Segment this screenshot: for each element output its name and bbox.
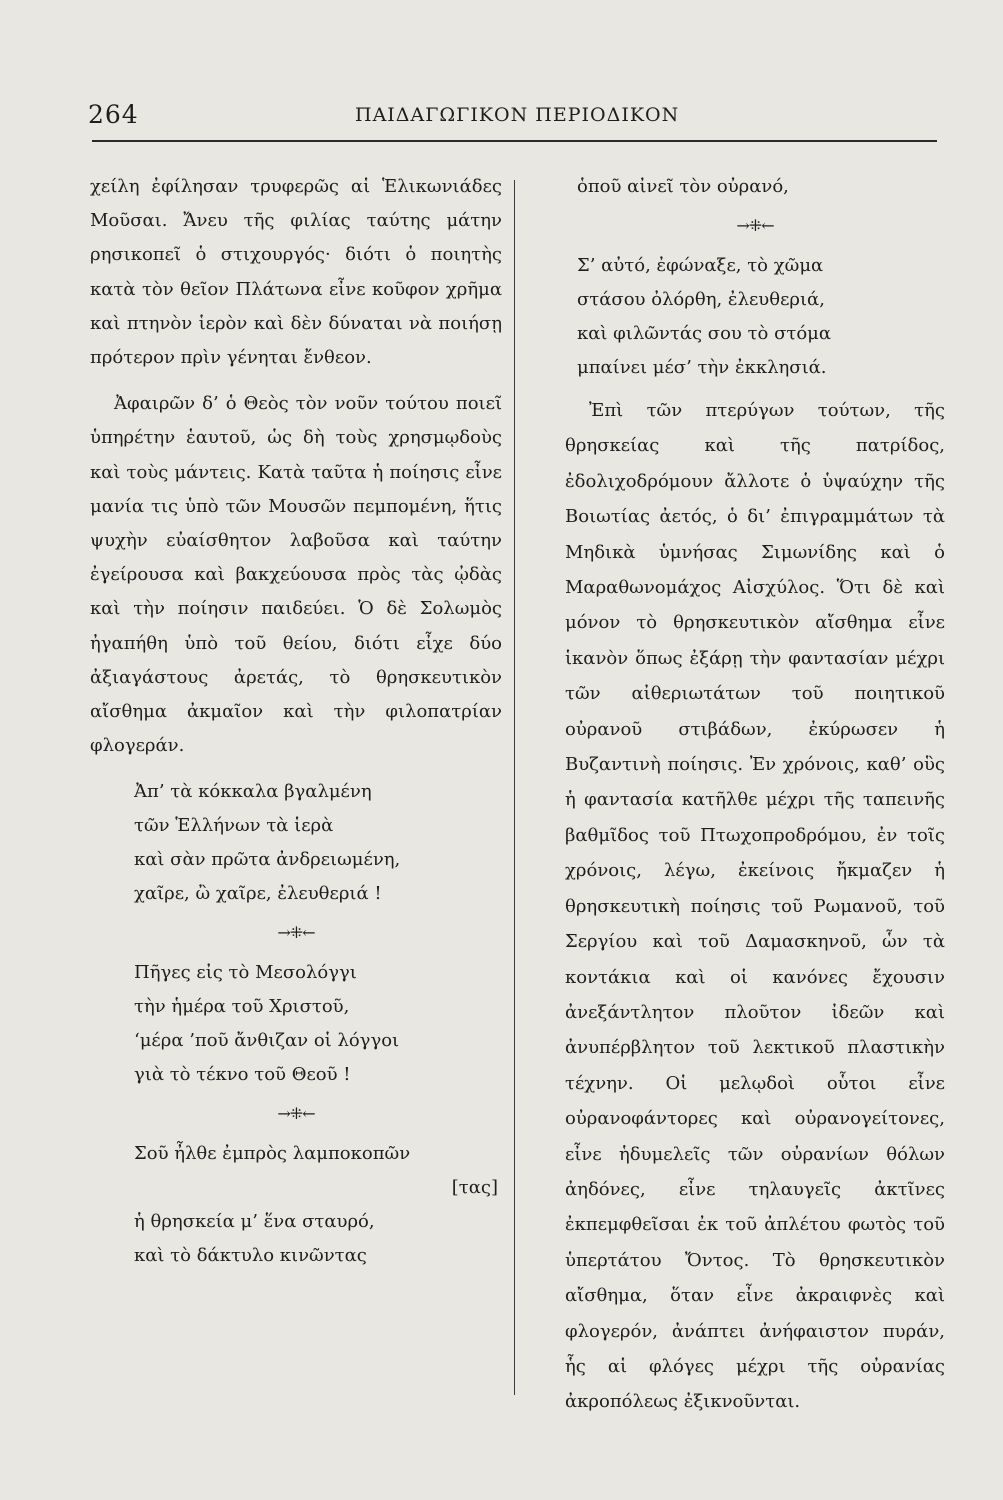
verse-stanza xyxy=(90,956,502,1092)
ornament-divider: →⁜← xyxy=(736,216,774,235)
verse-line: γιὰ τὸ τέκνο τοῦ Θεοῦ ! xyxy=(134,1064,351,1086)
verse-line: χαῖρε, ὢ χαῖρε, ἐλευθεριά ! xyxy=(134,883,382,905)
verse-line: ὁποῦ αἰνεῖ τὸν οὐρανό, xyxy=(577,176,789,197)
ornament-divider: →⁜← xyxy=(277,923,315,943)
paragraph: χείλη ἐφίλησαν τρυφερῶς αἱ Ἑλικωνιάδες Μοῦσαι. Ἄνευ τῆς φιλίας ταύτης μάτην ρησικοπεῖ ὁ στιχουργός· διότι ὁ ποιητὴς κατὰ τὸν θεῖον Πλάτωνα εἶνε κοῦφον χρῆμα καὶ πτηνὸν ἱερὸν καὶ δὲν δύναται νὰ ποιήσῃ πρότερον πρὶν γένηται ἔνθεον. xyxy=(90,176,502,369)
verse-line: καὶ τὸ δάκτυλο κινῶντας xyxy=(134,1245,367,1267)
verse-stanza xyxy=(565,170,945,204)
verse-stanza xyxy=(90,1137,502,1273)
verse-line-runover: [τας] xyxy=(451,1177,498,1199)
column-divider xyxy=(514,180,515,1395)
right-column xyxy=(565,170,945,1432)
verse-stanza xyxy=(90,775,502,911)
verse-line: Σ’ αὐτό, ἐφώναξε, τὸ χῶμα xyxy=(577,255,824,276)
verse-line: Σοῦ ἦλθε ἐμπρὸς λαμποκοπῶν xyxy=(134,1143,411,1165)
paragraph: Ἀφαιρῶν δ’ ὁ Θεὸς τὸν νοῦν τούτου ποιεῖ ὑπηρέτην ἑαυτοῦ, ὡς δὴ τοὺς χρησμῳδοὺς καὶ τοὺς μάντεις. Κατὰ ταῦτα ἡ ποίησις εἶνε μανία τις ὑπὸ τῶν Μουσῶν πεμπομένη, ἥτις ψυχὴν εὐαίσθητον λαβοῦσα καὶ ταύτην ἐγείρουσα καὶ βακχεύουσα πρὸς τὰς ᾠδὰς καὶ τὴν ποίησιν παιδεύει. Ὁ δὲ Σολωμὸς ἠγαπήθη ὑπὸ τοῦ θείου, διότι εἶχε δύο ἀξιαγάστους ἀρετάς, τὸ θρησκευτικὸν αἴσθημα ἀκμαῖον καὶ τὴν φιλοπατρίαν φλογεράν. xyxy=(90,393,502,757)
page-number: 264 xyxy=(88,100,139,129)
ornament-divider: →⁜← xyxy=(277,1104,315,1124)
verse-line: στάσου ὀλόρθη, ἐλευθεριά, xyxy=(577,289,825,310)
verse-stanza xyxy=(565,249,945,385)
verse-line: καὶ φιλῶντάς σου τὸ στόμα xyxy=(577,323,832,344)
verse-line: ἡ θρησκεία μ’ ἕνα σταυρό, xyxy=(134,1211,375,1233)
left-column xyxy=(90,170,502,1273)
header-rule xyxy=(92,140,937,142)
verse-line: Ἀπ’ τὰ κόκκαλα βγαλμένη xyxy=(134,781,372,803)
verse-line: καὶ σὰν πρῶτα ἀνδρειωμένη, xyxy=(134,849,401,871)
verse-line: μπαίνει μέσ’ τὴν ἐκκλησιά. xyxy=(577,357,827,378)
paragraph: Ἐπὶ τῶν πτερύγων τούτων, τῆς θρησκείας καὶ τῆς πατρίδος, ἐδολιχοδρόμουν ἄλλοτε ὁ ὑψαύχην τῆς Βοιωτίας ἀετός, ὁ δι’ ἐπιγραμμάτων τὰ Μηδικὰ ὑμνήσας Σιμωνίδης καὶ ὁ Μαραθωνομάχος Αἰσχύλος. Ὅτι δὲ καὶ μόνον τὸ θρησκευτικὸν αἴσθημα εἶνε ἱκανὸν ὅπως ἐξάρῃ τὴν φαντασίαν μέχρι τῶν αἰθεριωτάτων τοῦ ποιητικοῦ οὐρανοῦ στιβάδων, ἐκύρωσεν ἡ Βυζαντινὴ ποίησις. Ἐν χρόνοις, καθ’ οὓς ἡ φαντασία κατῆλθε μέχρι τῆς ταπεινῆς βαθμῖδος τοῦ Πτωχοπροδρόμου, ἐν τοῖς χρόνοις, λέγω, ἐκείνοις ἤκμαζεν ἡ θρησκευτικὴ ποίησις τοῦ Ρωμανοῦ, τοῦ Σεργίου καὶ τοῦ Δαμασκηνοῦ, ὧν τὰ κοντάκια καὶ οἱ κανόνες ἔχουσιν ἀνεξάντλητον πλοῦτον ἰδεῶν καὶ ἀνυπέρβλητον τοῦ λεκτικοῦ πλαστικὴν τέχνην. Οἱ μελῳδοὶ οὗτοι εἶνε οὐρανοφάντορες καὶ οὐρανογείτονες, εἶνε ἡδυμελεῖς τῶν οὐρανίων θόλων ἀηδόνες, εἶνε τηλαυγεῖς ἀκτῖνες ἐκπεμφθεῖσαι ἐκ τοῦ ἀπλέτου φωτὸς τοῦ ὑπερτάτου Ὄντος. Τὸ θρησκευτικὸν αἴσθημα, ὅταν εἶνε ἀκραιφνὲς καὶ φλογερόν, ἀνάπτει ἀνήφαιστον πυράν, ἧς αἱ φλόγες μέχρι τῆς οὐρανίας ἀκροπόλεως ἐξικνοῦνται. xyxy=(565,400,945,1413)
verse-line: τῶν Ἑλλήνων τὰ ἱερὰ xyxy=(134,815,334,837)
running-head: ΠΑΙΔΑΓΩΓΙΚΟΝ ΠΕΡΙΟΔΙΚΟΝ xyxy=(355,104,680,126)
verse-line: τὴν ἡμέρα τοῦ Χριστοῦ, xyxy=(134,996,350,1018)
verse-line: ‘μέρα ’ποῦ ἄνθιζαν οἱ λόγγοι xyxy=(134,1030,400,1052)
verse-line: Πῆγες εἰς τὸ Μεσολόγγι xyxy=(134,962,357,984)
